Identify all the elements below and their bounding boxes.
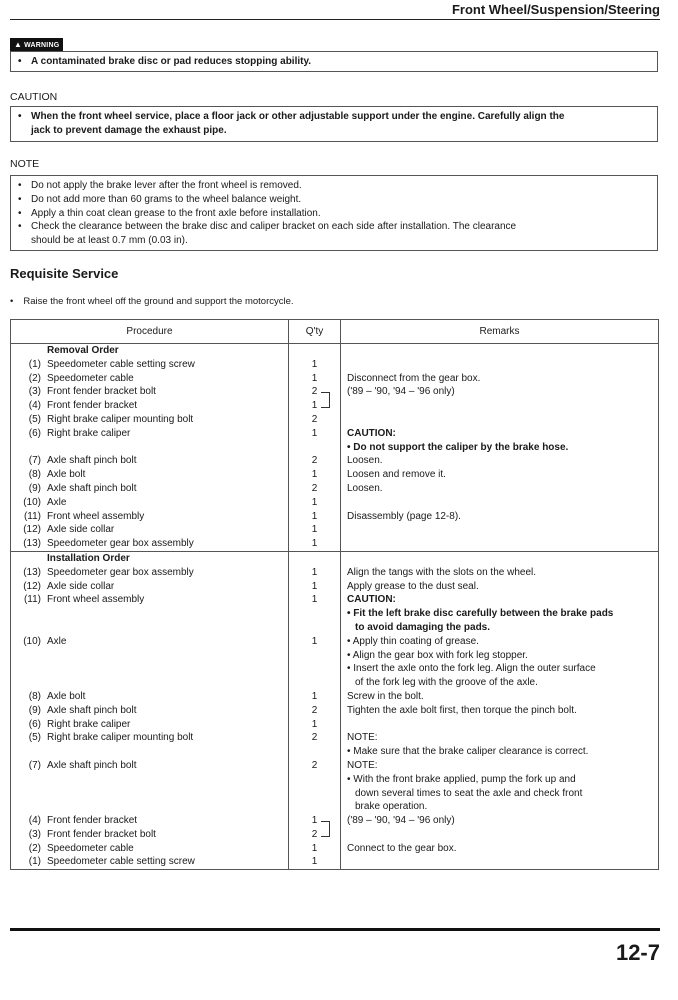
installation-title: Installation Order <box>47 552 130 564</box>
procedure-step <box>11 718 288 732</box>
step-remark: Tighten the axle bolt first, then torque the pinch bolt. <box>347 704 577 716</box>
step-qty: 2 <box>311 482 318 494</box>
step-number: (11) <box>23 594 41 606</box>
step-number: (2) <box>28 842 41 854</box>
step-number: (5) <box>28 732 41 744</box>
procedure-step <box>11 855 288 869</box>
procedure-step <box>11 385 288 399</box>
caution-box <box>10 106 658 142</box>
step-qty: 2 <box>311 413 318 425</box>
procedure-step <box>11 814 288 828</box>
step-qty: 1 <box>311 842 318 854</box>
step-qty: 1 <box>311 690 318 702</box>
step-procedure: Speedometer cable setting screw <box>47 358 195 370</box>
step-qty: 1 <box>311 566 318 578</box>
procedure-step <box>11 454 288 468</box>
warning-triangle-icon: ▲ <box>14 40 23 49</box>
caution-label: CAUTION <box>10 91 58 103</box>
warning-box <box>10 51 658 72</box>
step-qty: 2 <box>311 759 318 771</box>
procedure-step <box>11 372 288 386</box>
step-procedure: Axle shaft pinch bolt <box>47 704 137 716</box>
step-procedure: Speedometer cable <box>47 372 134 384</box>
step-number: (2) <box>28 372 41 384</box>
step-number: (13) <box>23 538 41 550</box>
step-qty: 1 <box>311 469 318 481</box>
step-remark: Disassembly (page 12-8). <box>347 510 461 522</box>
note-line: • Check the clearance between the brake disc and caliper bracket on each side after installation. The clearance <box>18 221 517 233</box>
step-number: (10) <box>23 635 41 647</box>
step-procedure: Front wheel assembly <box>47 510 145 522</box>
step-remark: ('89 – '90, '94 – '96 only) <box>347 386 455 398</box>
step-procedure: Axle <box>47 635 67 647</box>
step-remark: • Fit the left brake disc carefully between the brake pads <box>347 608 614 620</box>
step-number: (1) <box>28 856 41 868</box>
procedure-table <box>10 319 659 870</box>
caution-line: jack to prevent damage the exhaust pipe. <box>31 124 227 136</box>
step-procedure: Front wheel assembly <box>47 594 145 606</box>
step-remark: NOTE: <box>347 732 378 744</box>
step-qty: 2 <box>311 704 318 716</box>
step-remark: Loosen and remove it. <box>347 469 446 481</box>
procedure-step <box>11 593 288 607</box>
step-remark: • Make sure that the brake caliper clearance is correct. <box>347 746 589 758</box>
step-procedure: Right brake caliper mounting bolt <box>47 732 194 744</box>
installation-section <box>11 551 659 869</box>
step-remark: Loosen. <box>347 482 383 494</box>
procedure-step <box>11 468 288 482</box>
step-qty: 2 <box>311 732 318 744</box>
step-qty: 1 <box>311 524 318 536</box>
step-procedure: Speedometer gear box assembly <box>47 566 194 578</box>
step-qty: 1 <box>311 580 318 592</box>
procedure-step <box>11 759 288 773</box>
step-procedure: Front fender bracket <box>47 400 138 412</box>
step-qty: 1 <box>311 400 318 412</box>
step-qty: 1 <box>311 594 318 606</box>
step-number: (4) <box>28 400 41 412</box>
footer-rule <box>10 928 660 931</box>
step-remark: CAUTION: <box>347 594 396 606</box>
note-box <box>10 175 658 251</box>
step-number: (5) <box>28 413 41 425</box>
step-remark: • Insert the axle onto the fork leg. Align the outer surface <box>347 663 596 675</box>
requisite-item: • Raise the front wheel off the ground and support the motorcycle. <box>10 296 294 307</box>
step-number: (11) <box>23 510 41 522</box>
step-procedure: Right brake caliper <box>47 718 131 730</box>
procedure-step <box>11 358 288 372</box>
procedure-step <box>11 842 288 856</box>
step-procedure: Front fender bracket <box>47 815 138 827</box>
procedure-step <box>11 704 288 718</box>
step-procedure: Axle side collar <box>47 524 115 536</box>
step-procedure: Axle shaft pinch bolt <box>47 759 137 771</box>
step-remark: • Do not support the caliper by the brake hose. <box>347 441 569 453</box>
procedure-step <box>11 413 288 427</box>
step-qty: 1 <box>311 538 318 550</box>
warning-badge-label: WARNING <box>24 42 60 49</box>
note-line: • Apply a thin coat clean grease to the front axle before installation. <box>18 207 321 219</box>
step-procedure: Front fender bracket bolt <box>47 828 156 840</box>
step-qty: 1 <box>311 815 318 827</box>
step-number: (6) <box>28 427 41 439</box>
step-remark: Connect to the gear box. <box>347 842 457 854</box>
header-rule <box>10 19 660 20</box>
removal-section <box>11 344 659 552</box>
procedure-step <box>11 427 288 441</box>
step-number: (10) <box>23 496 41 508</box>
step-remark: Apply grease to the dust seal. <box>347 580 479 592</box>
step-number: (4) <box>28 815 41 827</box>
step-number: (6) <box>28 718 41 730</box>
step-procedure: Front fender bracket bolt <box>47 386 156 398</box>
step-procedure: Axle side collar <box>47 580 115 592</box>
step-procedure: Right brake caliper mounting bolt <box>47 413 194 425</box>
warning-badge <box>10 38 63 51</box>
page-number: 12-7 <box>615 940 660 965</box>
warning-item: • A contaminated brake disc or pad reduces stopping ability. <box>18 56 312 67</box>
step-number: (3) <box>28 386 41 398</box>
header-procedure: Procedure <box>11 320 289 344</box>
step-remark: CAUTION: <box>347 427 396 439</box>
step-number: (12) <box>23 524 41 536</box>
procedure-step <box>11 690 288 704</box>
note-label: NOTE <box>10 158 40 170</box>
procedure-step <box>11 635 288 649</box>
step-remark: Align the tangs with the slots on the wheel. <box>347 566 537 578</box>
step-number: (3) <box>28 828 41 840</box>
procedure-step <box>11 482 288 496</box>
step-remark: Screw in the bolt. <box>347 690 424 702</box>
step-number: (7) <box>28 759 41 771</box>
step-procedure: Axle shaft pinch bolt <box>47 482 137 494</box>
step-procedure: Right brake caliper <box>47 427 131 439</box>
step-remark: brake operation. <box>355 801 428 813</box>
procedure-step <box>11 537 288 551</box>
step-qty: 1 <box>311 635 318 647</box>
step-qty: 1 <box>311 372 318 384</box>
step-remark: down several times to seat the axle and check front <box>355 787 583 799</box>
procedure-step <box>11 731 288 745</box>
step-remark: Disconnect from the gear box. <box>347 372 481 384</box>
procedure-step <box>11 566 288 580</box>
step-qty: 2 <box>311 455 318 467</box>
step-qty: 1 <box>311 427 318 439</box>
step-number: (8) <box>28 469 41 481</box>
step-number: (9) <box>28 704 41 716</box>
step-remark: • With the front brake applied, pump the fork up and <box>347 773 576 785</box>
header-qty: Q'ty <box>289 320 341 344</box>
step-qty: 1 <box>311 510 318 522</box>
procedure-step <box>11 580 288 594</box>
qty-bracket <box>321 392 330 408</box>
step-qty: 2 <box>311 828 318 840</box>
procedure-step <box>11 399 288 413</box>
step-number: (12) <box>23 580 41 592</box>
step-qty: 1 <box>311 496 318 508</box>
procedure-step <box>11 496 288 510</box>
step-remark: of the fork leg with the groove of the axle. <box>355 677 538 689</box>
step-remark: to avoid damaging the pads. <box>355 621 491 633</box>
step-number: (9) <box>28 482 41 494</box>
step-procedure: Speedometer cable <box>47 842 134 854</box>
step-qty: 1 <box>311 358 318 370</box>
step-remark: • Align the gear box with fork leg stopper. <box>347 649 528 661</box>
requisite-service-title: Requisite Service <box>10 266 119 281</box>
step-number: (13) <box>23 566 41 578</box>
step-qty: 1 <box>311 856 318 868</box>
note-line: • Do not add more than 60 grams to the wheel balance weight. <box>18 193 302 205</box>
step-qty: 1 <box>311 718 318 730</box>
note-line: • Do not apply the brake lever after the front wheel is removed. <box>18 180 302 191</box>
removal-title: Removal Order <box>47 345 119 356</box>
step-number: (7) <box>28 455 41 467</box>
step-procedure: Axle bolt <box>47 690 86 702</box>
procedure-step <box>11 523 288 537</box>
procedure-step <box>11 510 288 524</box>
step-procedure: Speedometer gear box assembly <box>47 538 194 550</box>
step-procedure: Speedometer cable setting screw <box>47 856 195 868</box>
step-remark: NOTE: <box>347 759 378 771</box>
step-remark: ('89 – '90, '94 – '96 only) <box>347 815 455 827</box>
note-line: should be at least 0.7 mm (0.03 in). <box>31 235 188 247</box>
page-header-title: Front Wheel/Suspension/Steering <box>451 2 660 17</box>
step-remark: • Apply thin coating of grease. <box>347 635 479 647</box>
procedure-step <box>11 828 288 842</box>
qty-bracket <box>321 821 330 837</box>
caution-line: • When the front wheel service, place a floor jack or other adjustable support under the engine. Carefully align the <box>18 111 565 122</box>
header-remarks: Remarks <box>341 320 659 344</box>
step-number: (8) <box>28 690 41 702</box>
step-number: (1) <box>28 358 41 370</box>
step-procedure: Axle bolt <box>47 469 86 481</box>
step-qty: 2 <box>311 386 318 398</box>
step-remark: Loosen. <box>347 455 383 467</box>
step-procedure: Axle <box>47 496 67 508</box>
step-procedure: Axle shaft pinch bolt <box>47 455 137 467</box>
